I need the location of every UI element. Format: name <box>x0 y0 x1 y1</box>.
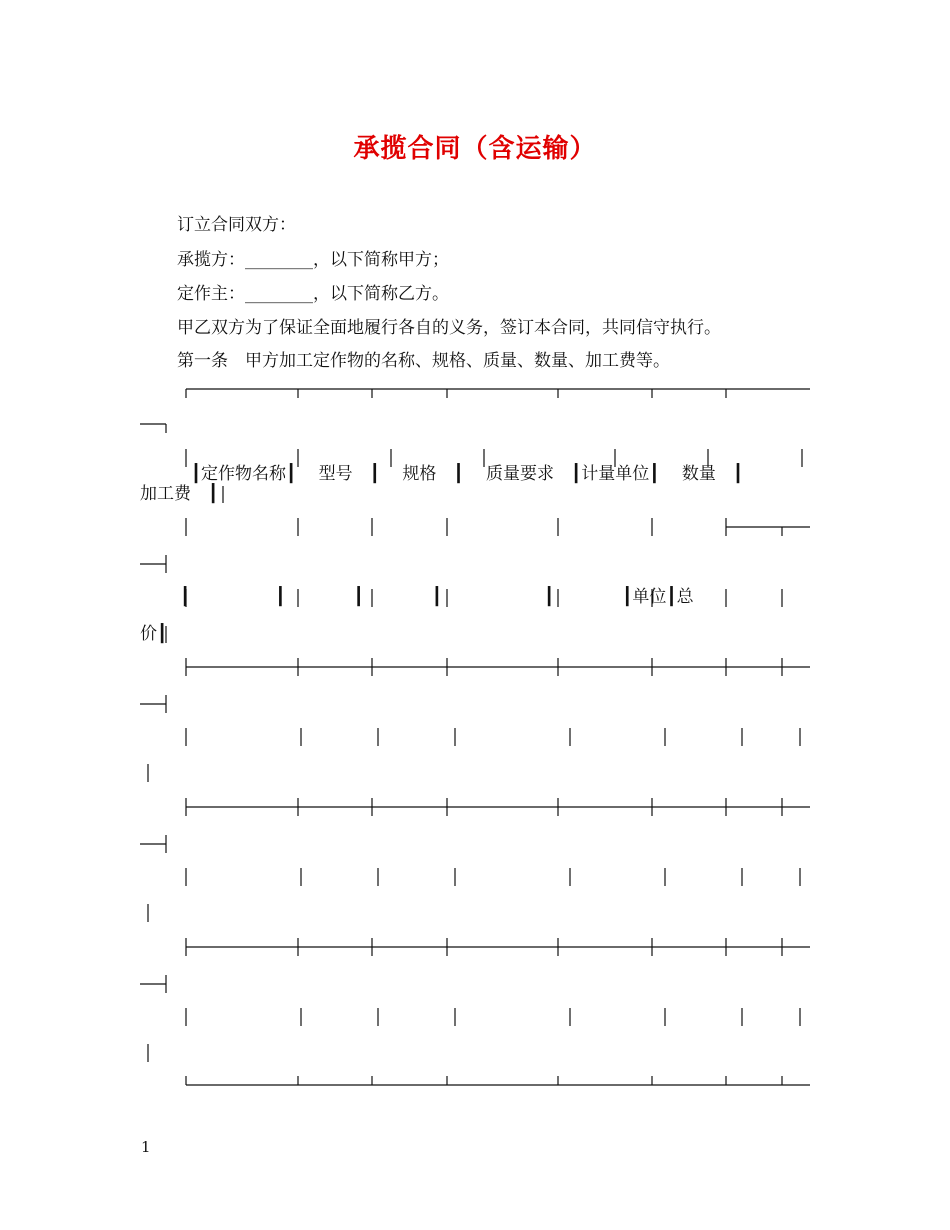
page-title: 承揽合同（含运输） <box>353 134 597 164</box>
paragraph-orderer: 定作主：________，以下简称乙方。 <box>177 284 449 304</box>
table-header-wrap: 加工费 ┃ <box>140 484 219 504</box>
paragraph-parties: 订立合同双方： <box>177 215 296 235</box>
paragraph-contractor: 承揽方：________，以下简称甲方； <box>177 250 449 270</box>
table-subheader-wrap: 价┃ <box>140 624 168 644</box>
paragraph-article-one: 第一条 甲方加工定作物的名称、规格、质量、数量、加工费等。 <box>177 351 670 371</box>
paragraph-purpose: 甲乙双方为了保证全面地履行各自的义务，签订本合同，共同信守执行。 <box>177 318 721 338</box>
page-number: 1 <box>141 1138 151 1156</box>
table-header-row: ┃定作物名称┃ 型号 ┃ 规格 ┃ 质量要求 ┃计量单位┃ 数量 ┃ <box>190 464 744 484</box>
table-subheader-row: ┃ ┃ ┃ ┃ ┃ ┃单位┃总 <box>180 587 694 607</box>
